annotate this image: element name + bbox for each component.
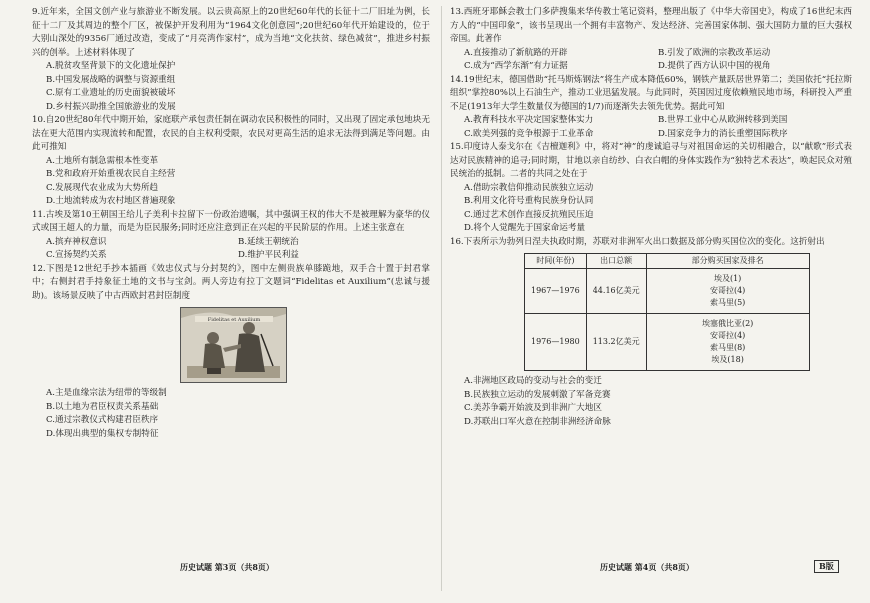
option-d: D.土地流转成为农村地区普遍现象 [46,196,176,206]
footer-right: 历史试题 第4页（共8页） [600,562,694,572]
question-stem: 15.印度诗人泰戈尔在《吉檀迦利》中，将对“神”的虔诚追寻与对祖国命运的关切相融合，以“献歌”形式表达对民族精神的追寻;同时期，甘地以亲自纺纱、白衣白帽的身体实践作为“独特艺术表达”，唤起民众对殖民统治的抵制。二者的共同之处在于 [450,142,852,179]
option-c: C.原有工业遗址的历史面貌被破坏 [46,88,176,98]
option-b: B.以土地为君臣权责关系基础 [46,401,159,412]
table-row [525,269,810,314]
option-d: D.苏联出口军火意在控制非洲经济命脉 [464,416,611,427]
option-d: D.体现出典型的集权专制特征 [46,428,159,439]
table-row [525,314,810,371]
question-stem: 14.19世纪末，德国借助“托马斯炼钢法”将生产成本降低60%，钢铁产量跃居世界第二；美国依托“托拉斯组织”掌控80%以上石油生产，推动工业迅猛发展。与此同时，英国因过度依赖殖民地市场，科研投入严重不足(1913年大学生数量仅为德国的1/7)而逐渐失去领先优势。据此可知 [450,74,852,112]
option-b: B.中国发展战略的调整与资源重组 [46,74,176,85]
question-stem: 13.西班牙耶稣会教士门多萨搜集来华传教士笔记资料，整理出版了《中华大帝国史》，构成了16世纪末西方人的“中国印象”，该书呈现出一个拥有丰富物产、发达经济、完善国家体制、强大国防力量的巨大强权帝国。此著作 [450,7,852,44]
option-a: A.脱贫攻坚背景下的文化遗址保护 [46,61,176,71]
option-d: D.将个人觉醒先于国家命运考量 [464,223,586,233]
country-rank: 埃及(1) [713,274,742,283]
country-rank: 埃及(18) [711,355,744,364]
total-cell: 44.16亿美元 [586,269,646,314]
countries-cell [646,314,809,371]
options-grid [450,114,852,141]
options-grid [450,47,852,74]
question-12 [32,263,430,442]
right-column [450,6,852,429]
question-stem: 16.下表所示为勃列日涅夫执政时期，苏联对非洲军火出口数据及部分购买国位次的变化。这折射出 [450,236,825,247]
option-c: C.美苏争霸开始波及到非洲广大地区 [464,403,602,413]
option-b: B.延续王朝统治 [238,236,299,247]
question-15 [450,141,852,236]
option-c: C.通过宗教仪式构建君臣秩序 [46,415,159,425]
options-grid [32,236,430,263]
question-10 [32,114,430,209]
option-d: D.国家竞争力的消长重塑国际秩序 [658,128,788,139]
country-rank: 安哥拉(4) [709,331,746,340]
question-stem: 9.近年来，全国文创产业与旅游业不断发展。以云贵高原上的20世纪60年代的长征十二厂旧址为例，长征十二厂及其周边的整个厂区，被保护开发利用为“1964文化创意园”;20世纪60年代开始建设的，位于大别山深处的9356厂通过改造，变成了“月亮湾作家村”，成为当地“文化扶贫、绿色减贫”，推进乡村振兴的创举。上述材料体现了 [32,7,430,58]
period-cell: 1967—1976 [525,269,587,314]
option-b: B.利用文化符号重构民族身份认同 [464,196,594,206]
option-c: C.通过艺术创作直接反抗殖民压迫 [464,209,594,220]
option-b: B.引发了欧洲的宗教改革运动 [658,47,771,58]
country-rank: 埃塞俄比亚(2) [701,319,754,328]
option-c: C.欧美列强的竞争根源于工业革命 [464,128,594,139]
question-9 [32,6,430,114]
option-d: D.维护平民利益 [238,250,299,260]
option-a: A.非洲地区政局的变动与社会的变迁 [464,376,602,386]
country-rank: 索马里(8) [709,343,746,352]
version-badge: B版 [814,560,839,573]
period-cell: 1976—1980 [525,314,587,371]
column-divider [441,6,442,591]
option-a: A.直接推动了新航路的开辟 [464,47,568,58]
countries-cell [646,269,809,314]
country-rank: 安哥拉(4) [709,286,746,295]
question-16 [450,236,852,430]
option-a: A.主是血缘宗法为纽带的等级制 [46,388,167,398]
option-a: A.土地所有制急需根本性变革 [46,155,159,166]
table-header-row [525,254,810,269]
option-d: D.乡村振兴助推全国旅游业的发展 [46,101,176,112]
table-header: 部分购买国家及排名 [646,254,809,269]
option-a: A.摈弃神权意识 [46,236,107,247]
table-header: 出口总额 [586,254,646,269]
manuscript-illustration [180,307,287,383]
question-stem: 11.古埃及第10王朝国王给儿子美利卡拉留下一份政治遗嘱，其中强调王权的伟大不是被理解为豪华的仪式或国王超人的力量，而是为臣民服务;同时还应注意到正在兴起的平民阶层的作用。上述主张意在 [32,209,430,233]
option-a: A.借助宗教信仰推动民族独立运动 [464,182,594,193]
question-13 [450,6,852,74]
left-column [32,6,430,441]
option-a: A.教育科技水平决定国家整体实力 [464,115,594,125]
question-stem: 12.下图是12世纪手抄本插画《效忠仪式与分封契约》，图中左侧贵族单膝跪地，双手合十置于封君掌中；右侧封君手持象征土地的文书与宝剑。两人旁边有拉丁文题词“Fidelitas et Auxilium”(忠诚与援助)。该场景反映了中古西欧封君封臣制度 [32,263,430,301]
question-14 [450,74,852,142]
footer-left: 历史试题 第3页（共8页） [180,562,274,572]
option-b: B.民族独立运动的发展刺激了军备竞赛 [464,389,611,400]
option-c: C.宣扬契约关系 [46,250,107,260]
option-d: D.提供了西方认识中国的视角 [658,61,771,71]
arms-export-table [524,253,810,371]
homage-scene-image [181,308,286,382]
question-stem: 10.自20世纪80年代中期开始，家庭联产承包责任制在调动农民积极性的同时，又出现了固定承包地块无法在更大范围内实现流转和配置，农民的自主权利受限，农民对更高生活的追求无法得到满足等问题。由此可推知 [32,115,430,152]
country-rank: 索马里(5) [709,298,746,307]
option-b: B.世界工业中心从欧洲转移到美国 [658,115,788,125]
table-header: 时间(年份) [525,254,587,269]
total-cell: 113.2亿美元 [586,314,646,371]
question-11 [32,209,430,263]
option-c: C.发展现代农业成为大势所趋 [46,182,159,193]
option-b: B.党和政府开始重视农民自主经营 [46,169,176,179]
option-c: C.成为“西学东渐”有力证据 [464,61,568,71]
figure-caption: Fidelitas et Auxilium [207,317,261,323]
